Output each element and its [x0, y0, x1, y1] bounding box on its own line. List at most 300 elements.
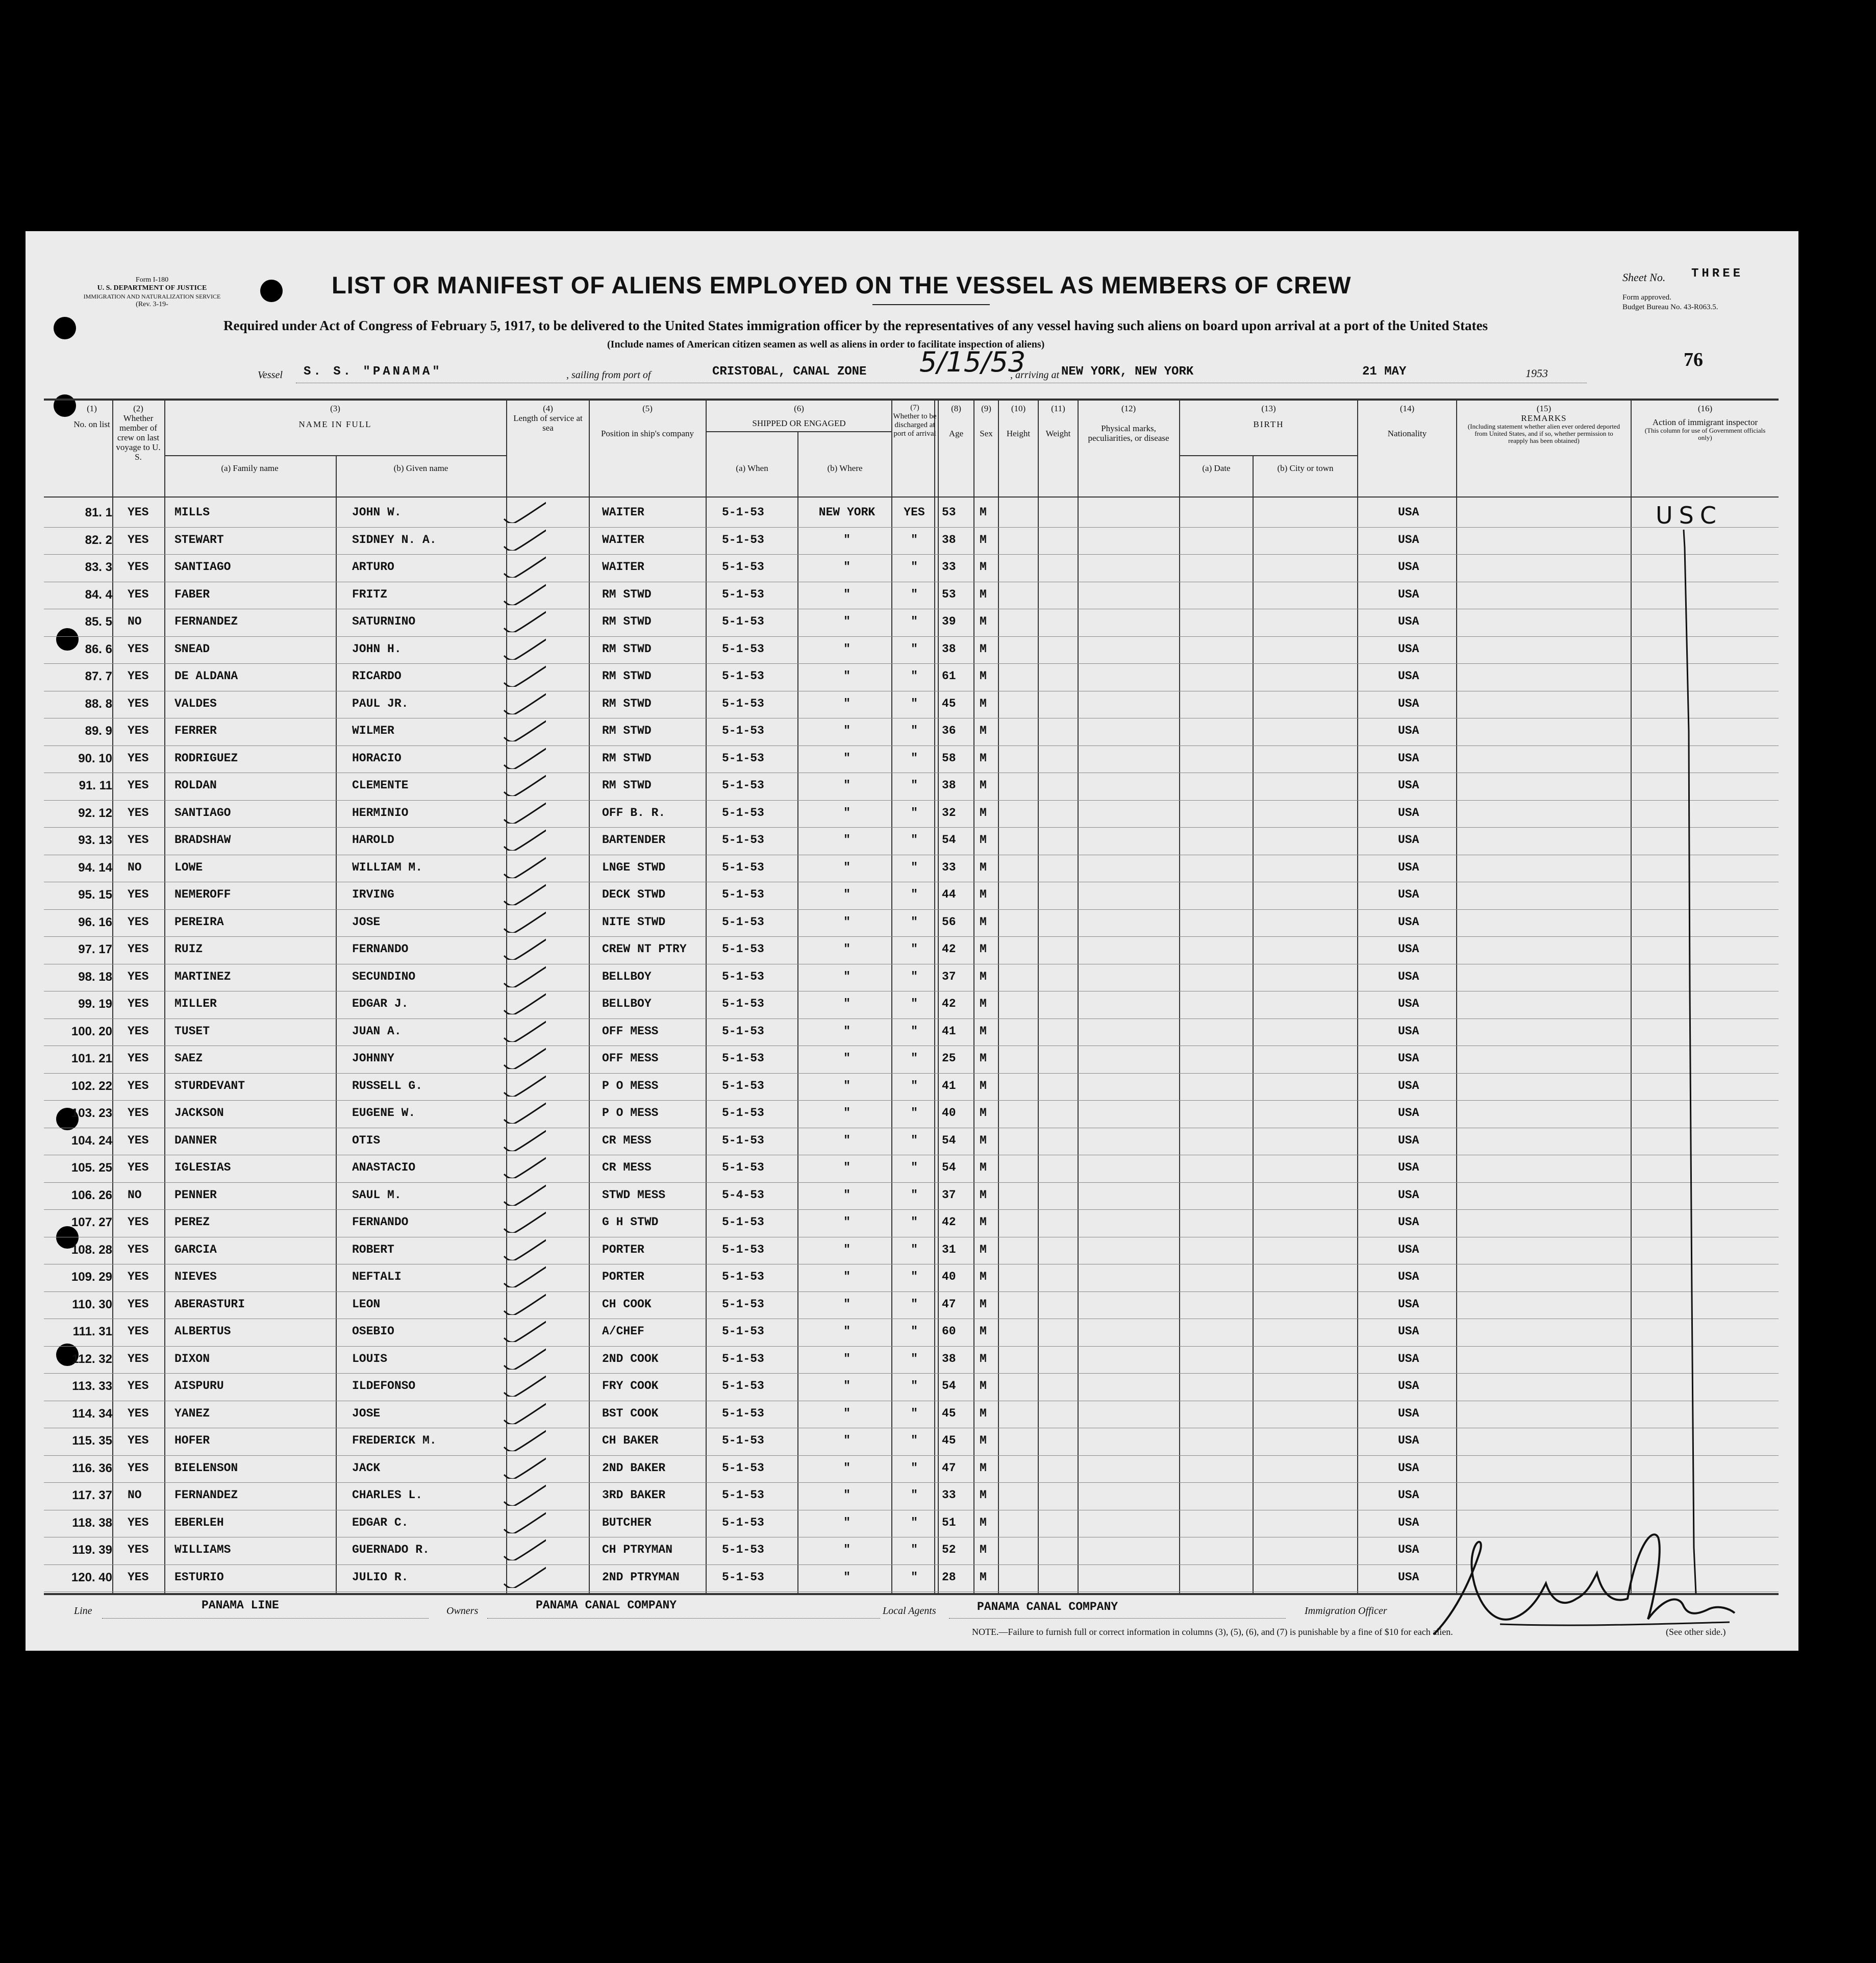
cell-age: 42: [942, 997, 956, 1010]
cell-family-name: ESTURIO: [174, 1570, 224, 1584]
cell-previous-voyage: YES: [128, 560, 149, 574]
cell-discharged: ": [911, 1515, 918, 1529]
footer-note: NOTE.—Failure to furnish full or correct information in columns (3), (5), (6), and (7) is punishable by a fine of $10 for each alien.: [972, 1627, 1453, 1637]
col-header-length-service: (4) Length of service at sea: [513, 404, 583, 433]
cell-nationality: USA: [1398, 615, 1419, 628]
cell-shipped-when: 5-1-53: [722, 915, 764, 929]
row-rule: [44, 1100, 1779, 1101]
cell-previous-voyage: YES: [128, 1161, 149, 1174]
cell-shipped-when: 5-1-53: [722, 1543, 764, 1556]
col-header-prev-voyage: (2) Whether member of crew on last voyage to U. S.: [116, 404, 161, 462]
cell-discharged: ": [911, 1406, 918, 1420]
cell-previous-voyage: YES: [128, 751, 149, 765]
cell-previous-voyage: NO: [128, 615, 142, 628]
cell-age: 53: [942, 587, 956, 601]
cell-discharged: ": [911, 1243, 918, 1256]
col-header-no: (1) No. on list: [73, 404, 110, 429]
cell-sex: M: [980, 1052, 987, 1065]
cell-shipped-where: ": [843, 860, 851, 874]
cell-list-no: 104. 24: [71, 1133, 112, 1148]
cell-list-no: 111. 31: [72, 1325, 112, 1338]
cell-discharged: ": [911, 1024, 918, 1038]
cell-shipped-when: 5-1-53: [722, 1270, 764, 1283]
row-rule: [44, 1209, 1779, 1210]
column-divider: [797, 431, 798, 1595]
cell-age: 36: [942, 724, 956, 737]
cell-nationality: USA: [1398, 1434, 1419, 1447]
cell-family-name: YANEZ: [174, 1406, 210, 1420]
cell-list-no: 109. 29: [71, 1270, 112, 1284]
check-mark: [500, 579, 546, 605]
check-mark: [500, 715, 546, 741]
cell-position: G H STWD: [602, 1215, 659, 1229]
cell-shipped-where: ": [843, 587, 851, 601]
cell-list-no: 94. 14: [78, 860, 112, 875]
cell-sex: M: [980, 806, 987, 819]
form-revision: (Rev. 3-19-: [136, 301, 168, 308]
title-rule: [872, 304, 990, 305]
row-rule: [44, 1455, 1779, 1456]
inspector-ditto-line: [1673, 527, 1704, 1599]
cell-shipped-where: ": [843, 1406, 851, 1420]
cell-shipped-when: 5-1-53: [722, 751, 764, 765]
cell-list-no: 119. 39: [72, 1543, 112, 1557]
cell-given-name: WILLIAM M.: [352, 860, 423, 874]
cell-age: 56: [942, 915, 956, 929]
row-rule: [44, 527, 1779, 528]
cell-given-name: CHARLES L.: [352, 1488, 423, 1502]
cell-discharged: ": [911, 1570, 918, 1584]
cell-list-no: 90. 10: [78, 751, 112, 765]
col-header-shipped: (6) SHIPPED OR ENGAGED: [752, 404, 846, 428]
column-divider: [1078, 400, 1079, 1595]
cell-sex: M: [980, 669, 987, 683]
cell-nationality: USA: [1398, 1379, 1419, 1393]
cell-shipped-where: ": [843, 888, 851, 901]
cell-shipped-where: ": [843, 1352, 851, 1365]
cell-age: 38: [942, 779, 956, 792]
cell-list-no: 107. 27: [71, 1215, 112, 1229]
cell-given-name: IRVING: [352, 888, 394, 901]
immigration-officer-label: Immigration Officer: [1305, 1605, 1387, 1617]
cell-given-name: JACK: [352, 1461, 381, 1475]
cell-given-name: JOHN W.: [352, 506, 402, 519]
cell-sex: M: [980, 1515, 987, 1529]
cell-nationality: USA: [1398, 997, 1419, 1010]
cell-age: 52: [942, 1543, 956, 1556]
cell-sex: M: [980, 1106, 987, 1120]
cell-position: CH PTRYMAN: [602, 1543, 673, 1556]
cell-discharged: ": [911, 1270, 918, 1283]
cell-position: BARTENDER: [602, 833, 666, 847]
cell-shipped-where: ": [843, 697, 851, 710]
cell-sex: M: [980, 615, 987, 628]
owners-label: Owners: [446, 1605, 479, 1617]
cell-family-name: TUSET: [174, 1024, 210, 1038]
cell-given-name: JOSE: [352, 1406, 381, 1420]
column-divider: [336, 455, 337, 1595]
cell-given-name: FERNANDO: [352, 942, 409, 956]
cell-nationality: USA: [1398, 1515, 1419, 1529]
cell-discharged: ": [911, 833, 918, 847]
col-header-age: (8) Age: [948, 404, 964, 438]
cell-discharged: ": [911, 724, 918, 737]
cell-discharged: ": [911, 779, 918, 792]
cell-list-no: 95. 15: [78, 888, 112, 902]
cell-shipped-where: ": [843, 533, 851, 546]
cell-age: 42: [942, 942, 956, 956]
row-rule: [44, 909, 1779, 910]
cell-shipped-when: 5-1-53: [722, 1461, 764, 1475]
row-rule: [44, 1346, 1779, 1347]
cell-shipped-where: ": [843, 751, 851, 765]
cell-list-no: 84. 4: [85, 587, 112, 602]
cell-shipped-when: 5-1-53: [722, 833, 764, 847]
cell-sex: M: [980, 642, 987, 656]
cell-nationality: USA: [1398, 779, 1419, 792]
cell-nationality: USA: [1398, 1461, 1419, 1475]
page-title: LIST OR MANIFEST OF ALIENS EMPLOYED ON THE VESSEL AS MEMBERS OF CREW: [332, 271, 1352, 299]
cell-position: LNGE STWD: [602, 860, 666, 874]
cell-given-name: EDGAR C.: [352, 1515, 409, 1529]
cell-family-name: BIELENSON: [174, 1461, 238, 1475]
owners-value: PANAMA CANAL COMPANY: [536, 1599, 677, 1612]
row-rule: [44, 1482, 1779, 1483]
check-mark: [500, 524, 546, 551]
cell-previous-voyage: YES: [128, 1106, 149, 1120]
cell-given-name: FREDERICK M.: [352, 1434, 437, 1447]
cell-position: RM STWD: [602, 724, 652, 737]
cell-given-name: ANASTACIO: [352, 1161, 416, 1174]
cell-sex: M: [980, 779, 987, 792]
cell-sex: M: [980, 560, 987, 574]
cell-given-name: HAROLD: [352, 833, 394, 847]
col-header-height: (10) Height: [1006, 404, 1031, 438]
form-id: Form I-180: [135, 276, 169, 284]
cell-family-name: SANTIAGO: [174, 560, 231, 574]
cell-nationality: USA: [1398, 724, 1419, 737]
cell-family-name: JACKSON: [174, 1106, 224, 1120]
cell-previous-voyage: YES: [128, 779, 149, 792]
cell-given-name: FRITZ: [352, 587, 388, 601]
check-mark: [500, 1370, 546, 1397]
column-divider: [706, 400, 707, 1595]
cell-given-name: HORACIO: [352, 751, 402, 765]
cell-position: OFF B. R.: [602, 806, 666, 819]
cell-age: 38: [942, 642, 956, 656]
manifest-sheet: [26, 231, 1798, 1651]
check-mark: [500, 496, 546, 523]
cell-nationality: USA: [1398, 1297, 1419, 1311]
cell-nationality: USA: [1398, 1270, 1419, 1283]
cell-nationality: USA: [1398, 1079, 1419, 1092]
cell-nationality: USA: [1398, 1570, 1419, 1584]
cell-nationality: USA: [1398, 560, 1419, 574]
check-mark: [500, 1070, 546, 1097]
cell-nationality: USA: [1398, 860, 1419, 874]
cell-list-no: 110. 30: [72, 1297, 112, 1311]
form-department: U. S. DEPARTMENT OF JUSTICE: [97, 284, 207, 292]
cell-age: 41: [942, 1024, 956, 1038]
cell-position: PORTER: [602, 1243, 644, 1256]
cell-age: 25: [942, 1052, 956, 1065]
cell-discharged: ": [911, 1188, 918, 1202]
cell-position: NITE STWD: [602, 915, 666, 929]
cell-position: OFF MESS: [602, 1052, 659, 1065]
row-rule: [44, 636, 1779, 637]
cell-family-name: DE ALDANA: [174, 669, 238, 683]
col-header-position: (5) Position in ship's company: [601, 404, 694, 438]
col-header-sex: (9) Sex: [980, 404, 993, 438]
cell-position: OFF MESS: [602, 1024, 659, 1038]
cell-nationality: USA: [1398, 1488, 1419, 1502]
vessel-name: S. S. "PANAMA": [304, 365, 442, 379]
col-header-discharged: (7) Whether to be discharged at port of arrival: [893, 404, 937, 438]
cell-previous-voyage: YES: [128, 1543, 149, 1556]
cell-previous-voyage: YES: [128, 833, 149, 847]
agents-value: PANAMA CANAL COMPANY: [977, 1600, 1118, 1613]
cell-family-name: MARTINEZ: [174, 970, 231, 983]
cell-shipped-where: ": [843, 970, 851, 983]
cell-nationality: USA: [1398, 1352, 1419, 1365]
check-mark: [500, 1042, 546, 1069]
cell-shipped-when: 5-1-53: [722, 1352, 764, 1365]
cell-list-no: 85. 5: [85, 615, 112, 629]
cell-age: 54: [942, 1379, 956, 1393]
cell-shipped-when: 5-1-53: [722, 1243, 764, 1256]
cell-discharged: ": [911, 888, 918, 901]
cell-given-name: RUSSELL G.: [352, 1079, 423, 1092]
cell-previous-voyage: YES: [128, 697, 149, 710]
cell-shipped-where: ": [843, 1270, 851, 1283]
cell-shipped-when: 5-1-53: [722, 724, 764, 737]
cell-sex: M: [980, 1079, 987, 1092]
check-mark: [500, 1398, 546, 1424]
cell-previous-voyage: YES: [128, 915, 149, 929]
cell-age: 41: [942, 1079, 956, 1092]
cell-previous-voyage: YES: [128, 1052, 149, 1065]
cell-position: WAITER: [602, 506, 644, 519]
col-header-when: (a) When: [736, 463, 768, 473]
cell-previous-voyage: YES: [128, 1133, 149, 1147]
punch-hole: [54, 317, 76, 339]
cell-position: STWD MESS: [602, 1188, 666, 1202]
name-subheader-rule: [164, 455, 506, 456]
cell-shipped-where: ": [843, 1133, 851, 1147]
cell-previous-voyage: YES: [128, 1215, 149, 1229]
cell-age: 61: [942, 669, 956, 683]
cell-age: 47: [942, 1297, 956, 1311]
cell-shipped-when: 5-1-53: [722, 506, 764, 519]
cell-previous-voyage: YES: [128, 587, 149, 601]
cell-age: 47: [942, 1461, 956, 1475]
cell-given-name: ILDEFONSO: [352, 1379, 416, 1393]
form-meta: [70, 276, 234, 309]
cell-nationality: USA: [1398, 1024, 1419, 1038]
cell-nationality: USA: [1398, 1052, 1419, 1065]
cell-age: 44: [942, 888, 956, 901]
birth-subheader-rule: [1180, 455, 1357, 456]
vessel-label: Vessel: [258, 369, 283, 381]
cell-nationality: USA: [1398, 697, 1419, 710]
cell-position: RM STWD: [602, 697, 652, 710]
cell-list-no: 117. 37: [72, 1488, 112, 1502]
cell-position: CH BAKER: [602, 1434, 659, 1447]
cell-age: 45: [942, 697, 956, 710]
cell-age: 38: [942, 533, 956, 546]
cell-age: 38: [942, 1352, 956, 1365]
cell-family-name: IGLESIAS: [174, 1161, 231, 1174]
sail-date-handwritten: 5/15/53: [919, 346, 1026, 378]
cell-shipped-when: 5-1-53: [722, 888, 764, 901]
column-divider: [589, 400, 590, 1595]
cell-shipped-where: ": [843, 1570, 851, 1584]
cell-shipped-where: ": [843, 1106, 851, 1120]
cell-list-no: 120. 40: [71, 1570, 112, 1584]
cell-nationality: USA: [1398, 1543, 1419, 1556]
cell-previous-voyage: YES: [128, 669, 149, 683]
cell-family-name: SAEZ: [174, 1052, 203, 1065]
form-subtitle: Required under Act of Congress of February 5, 1917, to be delivered to the United States immigration officer by the representatives of any vessel having such aliens on board upon arrival at a port of the United States: [223, 318, 1488, 333]
cell-nationality: USA: [1398, 833, 1419, 847]
inspector-mark: USC: [1656, 502, 1722, 529]
cell-family-name: STEWART: [174, 533, 224, 546]
cell-age: 53: [942, 506, 956, 519]
arrival-year: 1953: [1525, 367, 1548, 380]
check-mark: [500, 769, 546, 796]
cell-family-name: FABER: [174, 587, 210, 601]
cell-age: 33: [942, 860, 956, 874]
cell-discharged: ": [911, 1133, 918, 1147]
cell-list-no: 87. 7: [85, 669, 112, 683]
form-approved: Form approved.: [1622, 293, 1671, 302]
cell-previous-voyage: YES: [128, 506, 149, 519]
cell-shipped-when: 5-1-53: [722, 1488, 764, 1502]
cell-sex: M: [980, 1488, 987, 1502]
cell-position: P O MESS: [602, 1079, 659, 1092]
check-mark: [500, 933, 546, 960]
cell-sex: M: [980, 1379, 987, 1393]
cell-given-name: GUERNADO R.: [352, 1543, 430, 1556]
cell-list-no: 81. 1: [85, 506, 112, 519]
cell-discharged: ": [911, 560, 918, 574]
cell-nationality: USA: [1398, 806, 1419, 819]
cell-shipped-where: ": [843, 997, 851, 1010]
cell-shipped-when: 5-1-53: [722, 779, 764, 792]
cell-list-no: 98. 18: [78, 970, 112, 984]
check-mark: [500, 1097, 546, 1124]
cell-age: 33: [942, 560, 956, 574]
cell-discharged: ": [911, 533, 918, 546]
cell-shipped-where: ": [843, 942, 851, 956]
cell-position: CH COOK: [602, 1297, 652, 1311]
cell-given-name: RICARDO: [352, 669, 402, 683]
cell-family-name: HOFER: [174, 1434, 210, 1447]
cell-nationality: USA: [1398, 1215, 1419, 1229]
budget-bureau: Budget Bureau No. 43-R063.5.: [1622, 303, 1718, 311]
cell-shipped-when: 5-1-53: [722, 1297, 764, 1311]
cell-shipped-when: 5-1-53: [722, 1079, 764, 1092]
cell-nationality: USA: [1398, 1106, 1419, 1120]
cell-discharged: ": [911, 1352, 918, 1365]
cell-list-no: 106. 26: [71, 1188, 112, 1202]
cell-sex: M: [980, 833, 987, 847]
check-mark: [500, 1507, 546, 1533]
check-mark: [500, 879, 546, 905]
column-divider: [938, 400, 939, 1595]
cell-family-name: FERNANDEZ: [174, 615, 238, 628]
cell-shipped-where: NEW YORK: [818, 506, 876, 519]
cell-nationality: USA: [1398, 970, 1419, 983]
cell-shipped-when: 5-1-53: [722, 1161, 764, 1174]
col-header-family-name: (a) Family name: [221, 463, 279, 473]
cell-family-name: SANTIAGO: [174, 806, 231, 819]
cell-age: 54: [942, 833, 956, 847]
cell-family-name: GARCIA: [174, 1243, 217, 1256]
see-other-side: (See other side.): [1666, 1627, 1726, 1637]
column-divider: [1631, 400, 1632, 1595]
cell-sex: M: [980, 533, 987, 546]
shipped-subheader-rule: [707, 431, 891, 432]
cell-shipped-when: 5-1-53: [722, 1106, 764, 1120]
row-rule: [44, 1291, 1779, 1292]
cell-discharged: ": [911, 860, 918, 874]
cell-given-name: NEFTALI: [352, 1270, 402, 1283]
cell-shipped-when: 5-1-53: [722, 997, 764, 1010]
cell-sex: M: [980, 724, 987, 737]
cell-shipped-when: 5-1-53: [722, 806, 764, 819]
check-mark: [500, 606, 546, 632]
cell-shipped-where: ": [843, 642, 851, 656]
cell-shipped-where: ": [843, 1079, 851, 1092]
cell-given-name: JULIO R.: [352, 1570, 409, 1584]
cell-shipped-where: ": [843, 1488, 851, 1502]
cell-list-no: 100. 20: [71, 1024, 112, 1038]
cell-sex: M: [980, 915, 987, 929]
column-divider: [1179, 400, 1180, 1595]
sailing-label: , sailing from port of: [566, 369, 651, 381]
col-header-given-name: (b) Given name: [393, 463, 448, 473]
cell-shipped-when: 5-4-53: [722, 1188, 764, 1202]
cell-shipped-when: 5-1-53: [722, 615, 764, 628]
cell-family-name: ROLDAN: [174, 779, 217, 792]
cell-shipped-where: ": [843, 1215, 851, 1229]
check-mark: [500, 551, 546, 578]
cell-family-name: PEREZ: [174, 1215, 210, 1229]
check-mark: [500, 961, 546, 987]
column-divider: [1038, 400, 1039, 1595]
check-mark: [500, 1288, 546, 1315]
cell-family-name: FERRER: [174, 724, 217, 737]
cell-discharged: ": [911, 1079, 918, 1092]
cell-family-name: ALBERTUS: [174, 1325, 231, 1338]
cell-sex: M: [980, 942, 987, 956]
cell-family-name: MILLS: [174, 506, 210, 519]
port-from: CRISTOBAL, CANAL ZONE: [712, 365, 867, 379]
cell-given-name: ARTURO: [352, 560, 394, 574]
cell-position: CREW NT PTRY: [602, 942, 687, 956]
cell-age: 40: [942, 1270, 956, 1283]
check-mark: [500, 1343, 546, 1370]
cell-list-no: 115. 35: [72, 1434, 112, 1448]
port-to: NEW YORK, NEW YORK: [1061, 365, 1194, 379]
cell-age: 40: [942, 1106, 956, 1120]
cell-shipped-when: 5-1-53: [722, 970, 764, 983]
cell-shipped-where: ": [843, 779, 851, 792]
col-header-birth-city: (b) City or town: [1277, 463, 1334, 473]
cell-shipped-where: ": [843, 1379, 851, 1393]
cell-given-name: EUGENE W.: [352, 1106, 416, 1120]
